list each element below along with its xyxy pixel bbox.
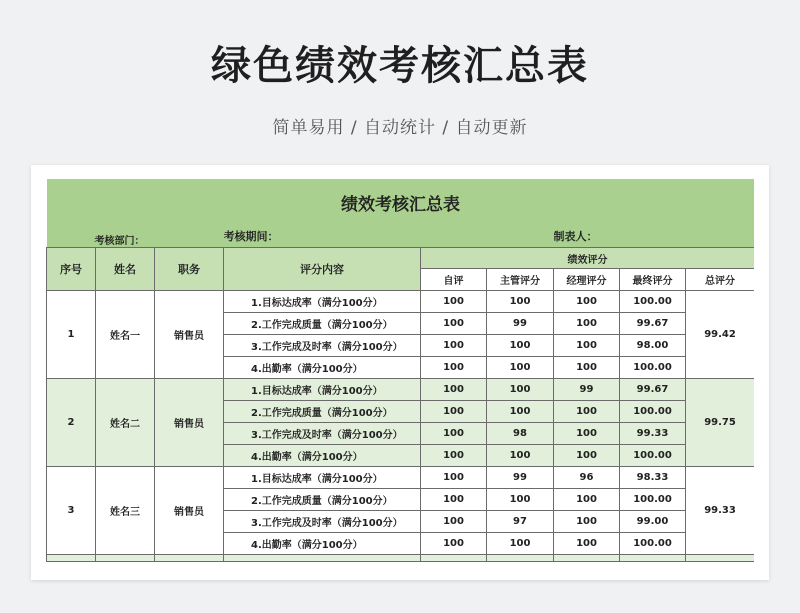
table-row: [47, 379, 755, 401]
table-row: [47, 291, 755, 313]
self-score: 100: [421, 511, 487, 533]
manager-score: 100: [554, 489, 620, 511]
final-score: 99.00: [620, 511, 686, 533]
table-row: [47, 555, 755, 562]
empty-cell: [620, 555, 686, 562]
manager-score: 100: [554, 445, 620, 467]
supervisor-score: 100: [487, 291, 554, 313]
employee-no: 2: [47, 379, 96, 467]
header-group: 绩效评分: [421, 248, 755, 269]
supervisor-score: 100: [487, 401, 554, 423]
performance-table: [46, 179, 754, 562]
sheet-card: [31, 165, 769, 580]
self-score: 100: [421, 489, 487, 511]
final-score: 99.67: [620, 313, 686, 335]
header-position: 职务: [155, 248, 224, 291]
final-score: 100.00: [620, 445, 686, 467]
dept-label: 考核部门：: [47, 225, 224, 248]
empty-cell: [96, 555, 155, 562]
header-no: 序号: [47, 248, 96, 291]
employee-position: 销售员: [155, 291, 224, 379]
header-final: 最终评分: [620, 269, 686, 291]
score-item: 4.出勤率（满分100分）: [224, 357, 421, 379]
supervisor-score: 99: [487, 467, 554, 489]
self-score: 100: [421, 335, 487, 357]
empty-cell: [487, 555, 554, 562]
employee-no: 3: [47, 467, 96, 555]
final-score: 99.33: [620, 423, 686, 445]
supervisor-score: 100: [487, 533, 554, 555]
self-score: 100: [421, 467, 487, 489]
sheet-title: 绩效考核汇总表: [47, 179, 755, 225]
employee-no: 1: [47, 291, 96, 379]
self-score: 100: [421, 357, 487, 379]
score-item: 3.工作完成及时率（满分100分）: [224, 423, 421, 445]
score-item: 2.工作完成质量（满分100分）: [224, 313, 421, 335]
score-item: 2.工作完成质量（满分100分）: [224, 489, 421, 511]
final-score: 98.33: [620, 467, 686, 489]
final-score: 100.00: [620, 533, 686, 555]
empty-cell: [155, 555, 224, 562]
supervisor-score: 99: [487, 313, 554, 335]
page-subtitle: 简单易用 / 自动统计 / 自动更新: [272, 118, 528, 138]
supervisor-score: 97: [487, 511, 554, 533]
header-self: 自评: [421, 269, 487, 291]
total-score: 99.33: [686, 467, 755, 555]
supervisor-score: 100: [487, 379, 554, 401]
score-item: 3.工作完成及时率（满分100分）: [224, 335, 421, 357]
empty-cell: [421, 555, 487, 562]
manager-score: 100: [554, 511, 620, 533]
employee-position: 销售员: [155, 467, 224, 555]
supervisor-score: 100: [487, 335, 554, 357]
manager-score: 100: [554, 313, 620, 335]
final-score: 100.00: [620, 401, 686, 423]
manager-score: 100: [554, 357, 620, 379]
employee-name: 姓名三: [96, 467, 155, 555]
page-title: 绿色绩效考核汇总表: [211, 43, 589, 89]
self-score: 100: [421, 313, 487, 335]
total-score: 99.75: [686, 379, 755, 467]
final-score: 98.00: [620, 335, 686, 357]
self-score: 100: [421, 291, 487, 313]
manager-score: 96: [554, 467, 620, 489]
manager-score: 100: [554, 533, 620, 555]
table-row: [47, 467, 755, 489]
header-total: 总评分: [686, 269, 755, 291]
maker-label: 制表人：: [554, 225, 755, 248]
self-score: 100: [421, 379, 487, 401]
final-score: 100.00: [620, 291, 686, 313]
supervisor-score: 100: [487, 357, 554, 379]
supervisor-score: 98: [487, 423, 554, 445]
total-score: 99.42: [686, 291, 755, 379]
final-score: 99.67: [620, 379, 686, 401]
score-item: 1.目标达成率（满分100分）: [224, 291, 421, 313]
header-content: 评分内容: [224, 248, 421, 291]
header-supervisor: 主管评分: [487, 269, 554, 291]
header-manager: 经理评分: [554, 269, 620, 291]
manager-score: 100: [554, 401, 620, 423]
manager-score: 100: [554, 423, 620, 445]
manager-score: 100: [554, 291, 620, 313]
self-score: 100: [421, 401, 487, 423]
score-item: 1.目标达成率（满分100分）: [224, 467, 421, 489]
score-item: 3.工作完成及时率（满分100分）: [224, 511, 421, 533]
score-item: 2.工作完成质量（满分100分）: [224, 401, 421, 423]
empty-cell: [686, 555, 755, 562]
supervisor-score: 100: [487, 445, 554, 467]
final-score: 100.00: [620, 357, 686, 379]
spreadsheet: [46, 179, 754, 571]
manager-score: 99: [554, 379, 620, 401]
empty-cell: [224, 555, 421, 562]
score-item: 4.出勤率（满分100分）: [224, 533, 421, 555]
manager-score: 100: [554, 335, 620, 357]
supervisor-score: 100: [487, 489, 554, 511]
score-item: 1.目标达成率（满分100分）: [224, 379, 421, 401]
employee-position: 销售员: [155, 379, 224, 467]
empty-cell: [554, 555, 620, 562]
self-score: 100: [421, 533, 487, 555]
score-item: 4.出勤率（满分100分）: [224, 445, 421, 467]
header-name: 姓名: [96, 248, 155, 291]
final-score: 100.00: [620, 489, 686, 511]
employee-name: 姓名一: [96, 291, 155, 379]
period-label: 考核期间：: [224, 225, 554, 248]
self-score: 100: [421, 445, 487, 467]
empty-cell: [47, 555, 96, 562]
self-score: 100: [421, 423, 487, 445]
employee-name: 姓名二: [96, 379, 155, 467]
